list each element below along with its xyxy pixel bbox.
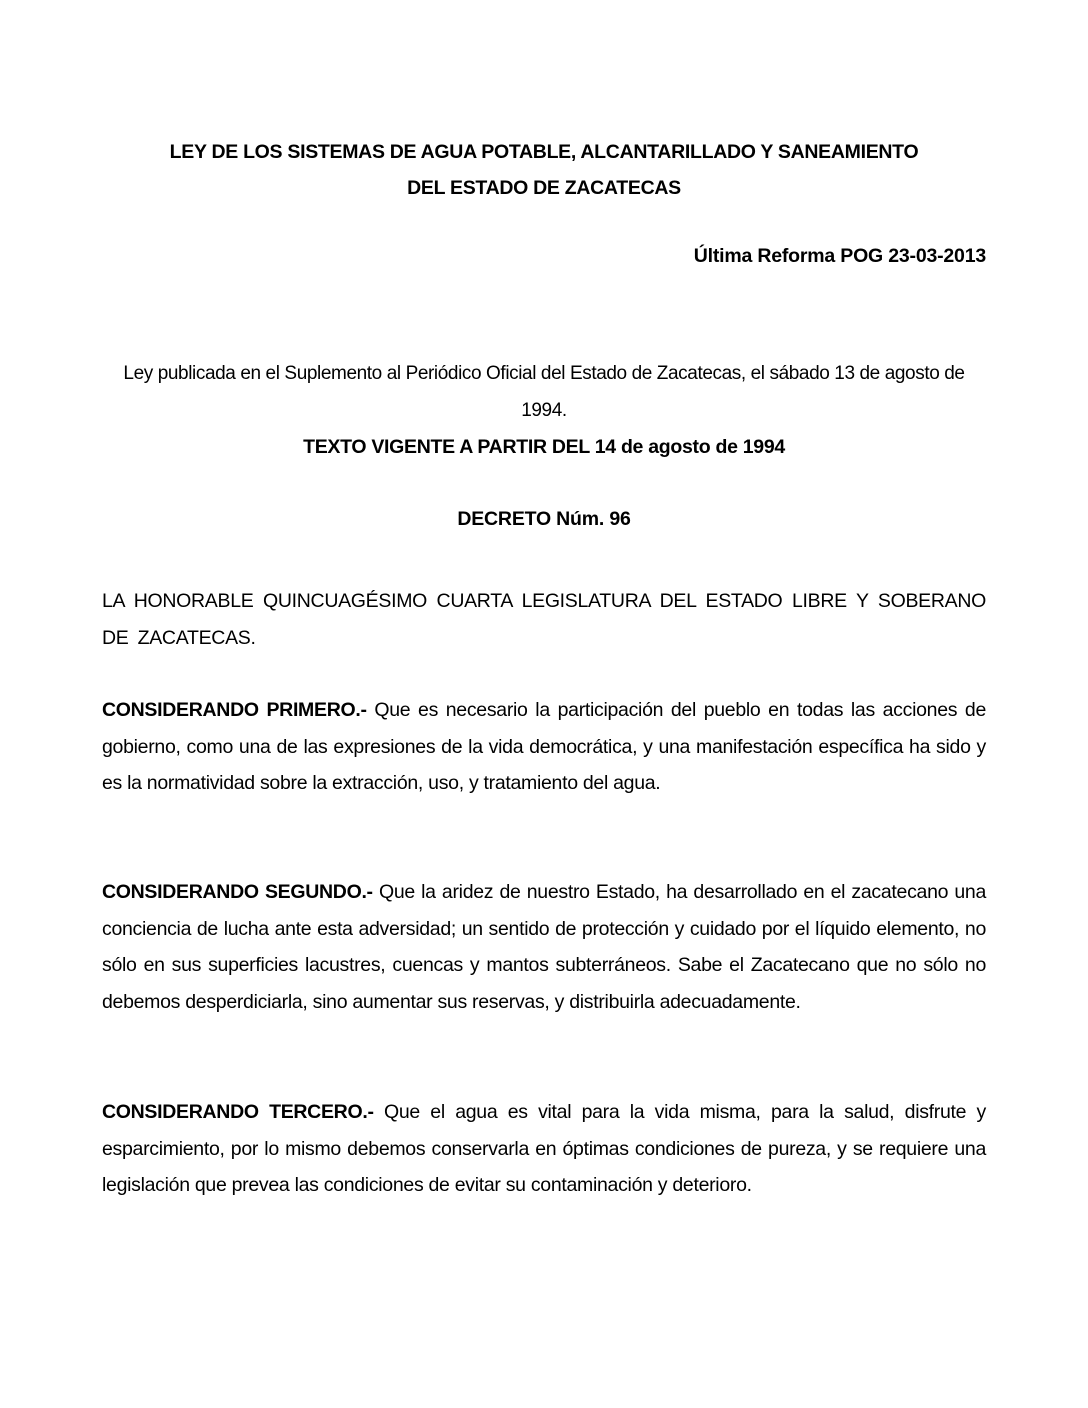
in-force-heading: TEXTO VIGENTE A PARTIR DEL 14 de agosto de 1994: [303, 436, 785, 458]
decree-number: DECRETO Núm. 96: [457, 508, 631, 530]
legislature-paragraph: LA HONORABLE QUINCUAGÉSIMO CUARTA LEGISLATURA DEL ESTADO LIBRE Y SOBERANO DE ZACATECAS.: [102, 590, 986, 649]
law-title-line-1: LEY DE LOS SISTEMAS DE AGUA POTABLE, ALCANTARILLADO Y SANEAMIENTO: [169, 141, 919, 163]
considerando-label: CONSIDERANDO SEGUNDO.-: [102, 881, 373, 903]
publication-note: Ley publicada en el Suplemento al Periódico Oficial del Estado de Zacatecas, el sábado 13 de agosto de 1994.: [123, 363, 965, 421]
considerando-text: Que es necesario la participación del pueblo en todas las acciones de gobierno, como una de las expresiones de la vida democrática, y una manifestación específica ha sido y es la normatividad sobre la extracción, uso, y tratamiento del agua.: [102, 699, 986, 794]
considerando-text: Que el agua es vital para la vida misma, para la salud, disfrute y esparcimiento, por lo mismo debemos conservarla en óptimas condiciones de pureza, y se requiere una legislación que prevea las condiciones de evitar su contaminación y deterioro.: [102, 1101, 986, 1196]
law-title-line-2: DEL ESTADO DE ZACATECAS: [407, 177, 681, 199]
considerando-label: CONSIDERANDO TERCERO.-: [102, 1101, 374, 1123]
considerando-text: Que la aridez de nuestro Estado, ha desarrollado en el zacatecano una conciencia de lucha ante esta adversidad; un sentido de protección y cuidado por el líquido elemento, no sólo en sus superficies lacustres, cuencas y mantos subterráneos. Sabe el Zacatecano que no sólo no debemos desperdiciarla, sino aumentar sus reservas, y distribuirla adecuadamente.: [102, 881, 986, 1013]
considerando-primero: [102, 692, 986, 802]
last-reform-note: Última Reforma POG 23-03-2013: [693, 245, 986, 267]
considerando-label: CONSIDERANDO PRIMERO.-: [102, 699, 367, 721]
considerando-tercero: [102, 1094, 986, 1204]
considerando-segundo: [102, 874, 986, 1020]
